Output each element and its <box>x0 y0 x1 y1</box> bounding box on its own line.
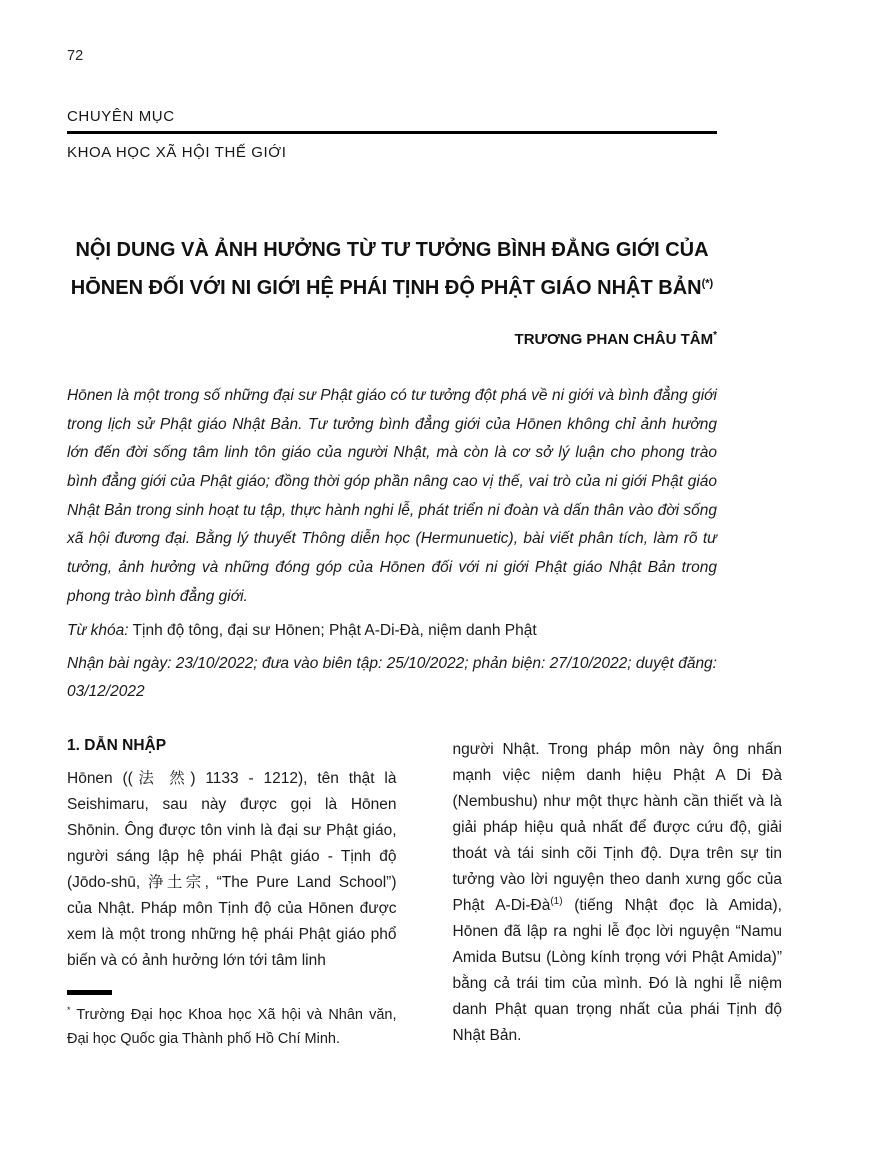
received-dates-line: Nhận bài ngày: 23/10/2022; đưa vào biên tập: 25/10/2022; phản biện: 27/10/2022; duyệt đăng: 03/12/2022 <box>67 654 717 701</box>
right-paragraph-part1: người Nhật. Trong pháp môn này ông nhấn mạnh việc niệm danh hiệu Phật A Di Đà (Nembushu) như một thực hành cần thiết và là giải pháp hiệu quả nhất để được cứu độ, giải thoát và tái sinh cõi Tịnh độ. Dựa trên sự tin tưởng vào lời nguyện theo danh xưng gốc của Phật A-Di-Đà <box>452 741 782 915</box>
page-number: 72 <box>67 48 84 64</box>
author-name: TRƯƠNG PHAN CHÂU TÂM <box>514 331 714 348</box>
author-footnote-marker: * <box>713 330 717 341</box>
keywords-text: Tịnh độ tông, đại sư Hōnen; Phật A-Di-Đà, niệm danh Phật <box>128 622 537 640</box>
article-body-columns <box>67 737 782 1051</box>
right-column-paragraph <box>453 737 783 1049</box>
article-title <box>67 231 717 307</box>
title-footnote-marker: (*) <box>701 277 714 290</box>
section-label: CHUYÊN MỤC <box>67 108 175 125</box>
footnote-area <box>67 990 397 1051</box>
article-title-text: NỘI DUNG VÀ ẢNH HƯỞNG TỪ TƯ TƯỞNG BÌNH ĐẲNG GIỚI CỦA HŌNEN ĐỐI VỚI NI GIỚI HỆ PHÁI TỊNH ĐỘ PHẬT GIÁO NHẬT BẢN <box>70 239 709 299</box>
keywords-line <box>67 618 717 644</box>
left-column <box>67 737 397 1051</box>
category-label: KHOA HỌC XÃ HỘI THẾ GIỚI <box>67 144 287 161</box>
right-paragraph-part2: (tiếng Nhật đọc là Amida), Hōnen đã lập ra nghi lễ đọc lời nguyện “Namu Amida Butsu (Lòng kính trọng với Phật Amida)” bằng cả trái tim của mình. Đó là nghi lễ niệm danh Phật quan trọng nhất của phái Tịnh độ Nhật Bản. <box>452 897 782 1045</box>
right-column <box>453 737 783 1049</box>
footnote-text <box>67 1004 397 1051</box>
journal-header <box>67 108 782 161</box>
footnote-marker: * <box>67 1005 71 1016</box>
footnote-body: Trường Đại học Khoa học Xã hội và Nhân văn, Đại học Quốc gia Thành phố Hồ Chí Minh. <box>67 1007 397 1047</box>
author-line <box>67 331 717 348</box>
section-heading-dan-nhap: 1. DẪN NHẬP <box>67 737 167 755</box>
footnote-rule <box>67 990 112 995</box>
left-column-paragraph: Hōnen ((法 然) 1133 - 1212), tên thật là Seishimaru, sau này được gọi là Hōnen Shōnin. Ông được tôn vinh là đại sư Phật giáo, người sáng lập hệ phái Phật giáo - Tịnh độ (Jōdo-shū, 浄土宗, “The Pure Land School”) của Nhật. Pháp môn Tịnh độ của Hōnen được xem là một trong những hệ phái Phật giáo phổ biến và có ảnh hưởng lớn tới tâm linh <box>67 770 397 970</box>
endnote-marker-1: (1) <box>550 896 563 908</box>
header-rule <box>67 131 717 134</box>
keywords-label: Từ khóa: <box>67 622 129 640</box>
abstract: Hōnen là một trong số những đại sư Phật giáo có tư tưởng đột phá về ni giới và bình đẳng giới trong lịch sử Phật giáo Nhật Bản. Tư tưởng bình đẳng giới của Hōnen không chỉ ảnh hưởng lớn đến đời sống tâm linh tôn giáo của người Nhật, mà còn là cơ sở lý luận cho phong trào bình đẳng giới của Phật giáo; đồng thời góp phần nâng cao vị thế, vai trò của ni giới Phật giáo Nhật Bản trong sinh hoạt tu tập, thực hành nghi lễ, phát triển ni đoàn và dấn thân vào đời sống xã hội đương đại. Bằng lý thuyết Thông diễn học (Hermunuetic), bài viết phân tích, làm rõ tư tưởng, ảnh hưởng và những đóng góp của Hōnen đối với ni giới Phật giáo Nhật Bản trong phong trào bình đẳng giới. <box>67 387 717 605</box>
